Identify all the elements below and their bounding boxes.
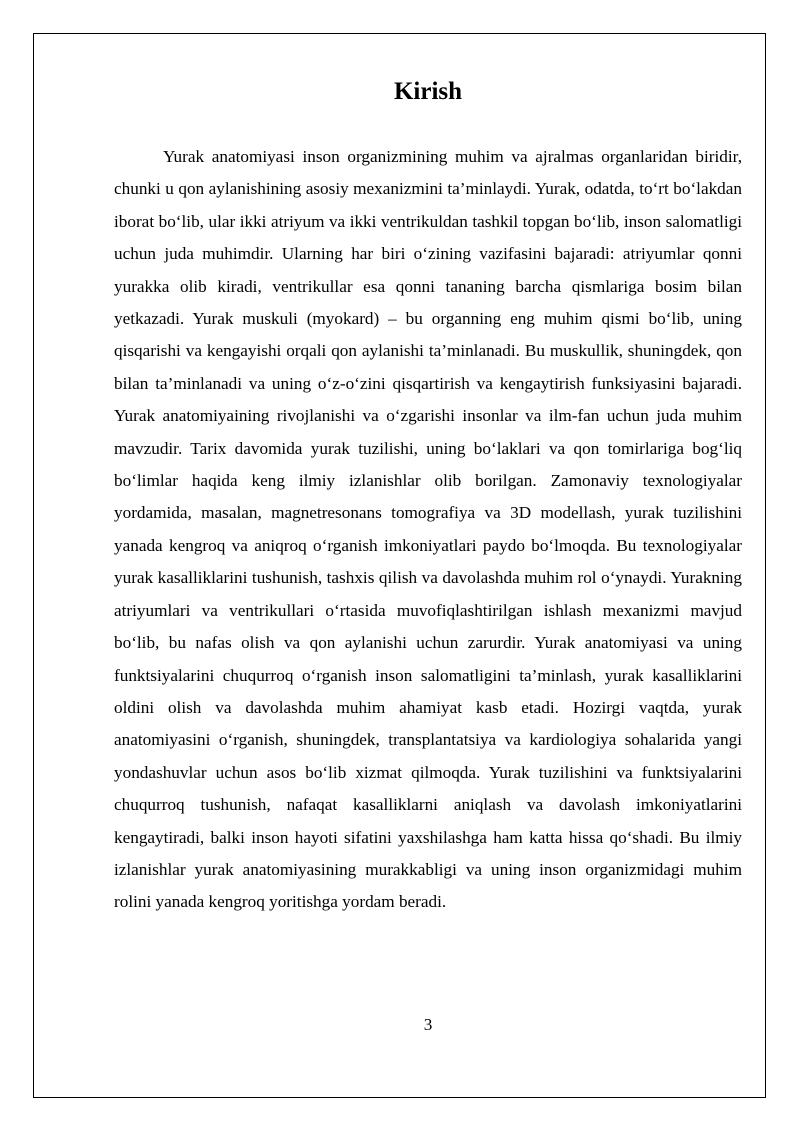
page-title: Kirish bbox=[393, 78, 463, 105]
body-paragraph: Yurak anatomiyasi inson organizmining muhim va ajralmas organlaridan biridir, chunki u qon aylanishining asosiy mexanizmini ta’minlaydi. Yurak, odatda, to‘rt bo‘lakdan iborat bo‘lib, ular ikki atriyum va ikki ventrikuldan tashkil topgan bo‘lib, inson salomatligi uchun juda muhimdir. Ularning har biri o‘zining vazifasini bajaradi: atriyumlar qonni yurakka olib kiradi, ventrikullar esa qonni tananing barcha qismlariga bosim bilan yetkazadi. Yurak muskuli (myokard) – bu organning eng muhim qismi bo‘lib, uning qisqarishi va kengayishi orqali qon aylanishi ta’minlanadi. Bu muskullik, shuningdek, qon bilan ta’minlanadi va uning o‘z-o‘zini qisqartirish va kengaytirish funksiyasini bajaradi. Yurak anatomiyaining rivojlanishi va o‘zgarishi insonlar va ilm-fan uchun juda muhim mavzudir. Tarix davomida yurak tuzilishi, uning bo‘laklari va qon tomirlariga bog‘liq bo‘limlar haqida keng ilmiy izlanishlar olib borilgan. Zamonaviy texnologiyalar yordamida, masalan, magnetresonans tomografiya va 3D modellash, yurak tuzilishini yanada kengroq va aniqroq o‘rganish imkoniyatlari paydo bo‘lmoqda. Bu texnologiyalar yurak kasalliklarini tushunish, tashxis qilish va davolashda muhim rol o‘ynaydi. Yurakning atriyumlari va ventrikullari o‘rtasida muvofiqlashtirilgan ishlash mexanizmi mavjud bo‘lib, bu nafas olish va qon aylanishi uchun zarurdir. Yurak anatomiyasi va uning funktsiyalarini chuqurroq o‘rganish inson salomatligini ta’minlash, yurak kasalliklarini oldini olish va davolashda muhim ahamiyat kasb etadi. Hozirgi vaqtda, yurak anatomiyasini o‘rganish, shuningdek, transplantatsiya va kardiologiya sohalarida yangi yondashuvlar uchun asos bo‘lib xizmat qilmoqda. Yurak tuzilishini va funktsiyalarini chuqurroq tushunish, nafaqat kasalliklarni aniqlash va davolash imkoniyatlarini kengaytiradi, balki inson hayoti sifatini yaxshilashga ham katta hissa qo‘shadi. Bu ilmiy izlanishlar yurak anatomiyasining murakkabligi va uning inson organizmidagi muhim rolini yanada kengroq yoritishga yordam beradi. bbox=[114, 147, 742, 912]
page-number: 3 bbox=[423, 1015, 433, 1034]
